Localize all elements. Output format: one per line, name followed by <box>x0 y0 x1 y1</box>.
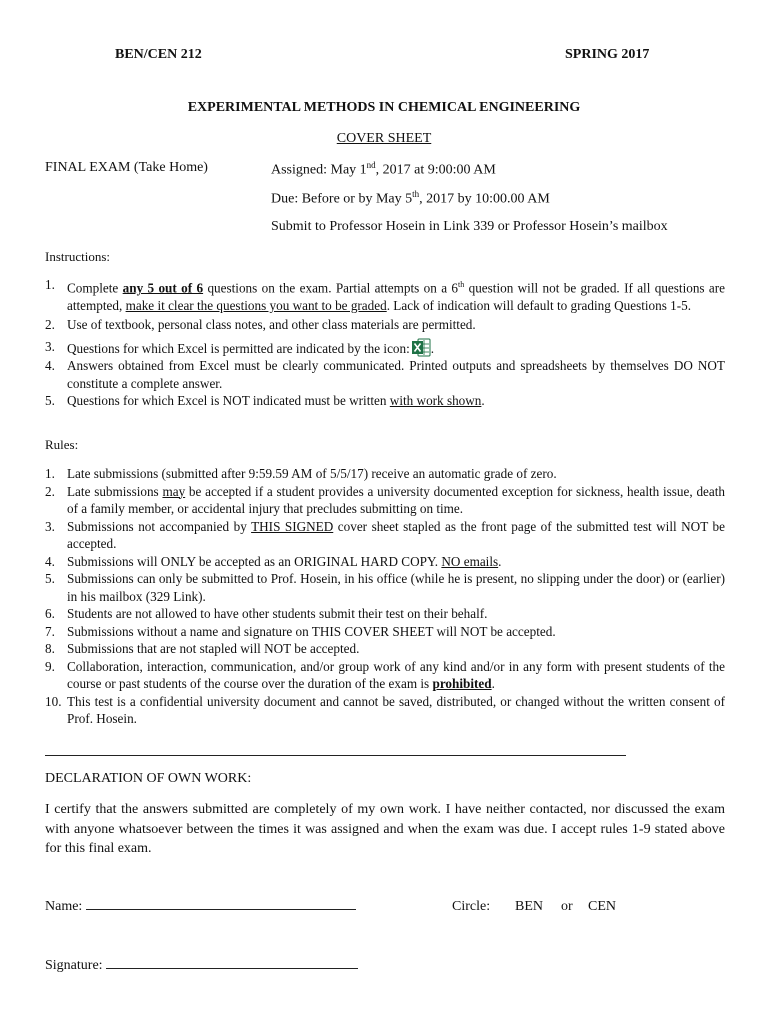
excel-icon <box>412 338 431 357</box>
instructions-list <box>45 276 725 410</box>
option-or: or <box>561 899 573 914</box>
rule-item: 10. This test is a confidential university document and cannot be saved, distributed, or changed without the written consent of Prof. Hosein. <box>45 693 725 726</box>
signature-line[interactable] <box>106 968 358 969</box>
signature-field[interactable] <box>45 958 358 974</box>
document-title: EXPERIMENTAL METHODS IN CHEMICAL ENGINEERING <box>187 100 581 115</box>
rule-item: 5. Submissions can only be submitted to Prof. Hosein, in his office (while he is present, no slipping under the door) or (earlier) in his mailbox (329 Link). <box>45 571 725 604</box>
rule-item: 4. Submissions will ONLY be accepted as an ORIGINAL HARD COPY. NO emails. <box>45 553 502 569</box>
rule-item: 6. Students are not allowed to have other students submit their test on their behalf. <box>45 606 488 621</box>
instruction-item: 2. Use of textbook, personal class notes, and other class materials are permitted. <box>45 317 476 333</box>
name-line[interactable] <box>86 909 356 910</box>
rule-item: 1. Late submissions (submitted after 9:59.59 AM of 5/5/17) receive an automatic grade of zero. <box>45 466 557 481</box>
assigned-date: Assigned: May 1nd, 2017 at 9:00:00 AM <box>271 160 496 178</box>
term: SPRING 2017 <box>565 47 650 62</box>
circle-label: Circle: <box>452 899 491 914</box>
signature-label: Signature: <box>45 958 103 973</box>
instruction-item: 5. Questions for which Excel is NOT indicated must be written with work shown. <box>45 393 485 409</box>
declaration-text: I certify that the answers submitted are completely of my own work. I have neither contacted, nor discussed the exam with anyone whatsoever between the times it was assigned and when the exam was due. I accept rules 1-9 stated above for this final exam. <box>45 802 725 856</box>
submission-location: Submit to Professor Hosein in Link 339 or Professor Hosein’s mailbox <box>271 219 668 234</box>
rule-item: 7. Submissions without a name and signature on THIS COVER SHEET will NOT be accepted. <box>45 623 556 639</box>
instruction-item: 3. Questions for which Excel is permitted are indicated by the icon: . <box>45 338 435 356</box>
instruction-item: 1. Complete any 5 out of 6 questions on the exam. Partial attempts on a 6th question will not be graded. If all questions are attempted, make it clear the questions you want to be graded. Lack of indication will default to grading Questions 1-5. <box>45 277 726 313</box>
option-ben[interactable]: BEN <box>515 899 543 914</box>
rules-list <box>45 465 725 728</box>
instructions-heading: Instructions: <box>45 249 110 264</box>
rules-heading: Rules: <box>45 437 79 452</box>
option-cen[interactable]: CEN <box>588 899 616 914</box>
declaration-heading: DECLARATION OF OWN WORK: <box>45 771 252 786</box>
rule-item: 2. Late submissions may be accepted if a student provides a university documented exception for sickness, health issue, death of a family member, or accidental injury that precludes submitting on time. <box>45 483 726 516</box>
cover-sheet-heading: COVER SHEET <box>336 131 432 146</box>
rule-item: 8. Submissions that are not stapled will NOT be accepted. <box>45 641 360 656</box>
name-field[interactable] <box>45 899 356 915</box>
course-code: BEN/CEN 212 <box>115 47 202 62</box>
rule-item: 3. Submissions not accompanied by THIS SIGNED cover sheet stapled as the front page of the submitted test will NOT be accepted. <box>45 518 725 551</box>
exam-label: FINAL EXAM (Take Home) <box>45 160 208 175</box>
name-label: Name: <box>45 899 83 914</box>
instruction-item: 4. Answers obtained from Excel must be clearly communicated. Printed outputs and spreadsheets by themselves DO NOT constitute a complete answer. <box>45 358 725 391</box>
rule-item: 9. Collaboration, interaction, communication, and/or group work of any kind and/or in any form with present students of the course or past students of the course over the duration of the exam is prohibited. <box>45 658 725 691</box>
due-date: Due: Before or by May 5th, 2017 by 10:00.00 AM <box>271 189 550 207</box>
section-divider <box>45 755 626 756</box>
